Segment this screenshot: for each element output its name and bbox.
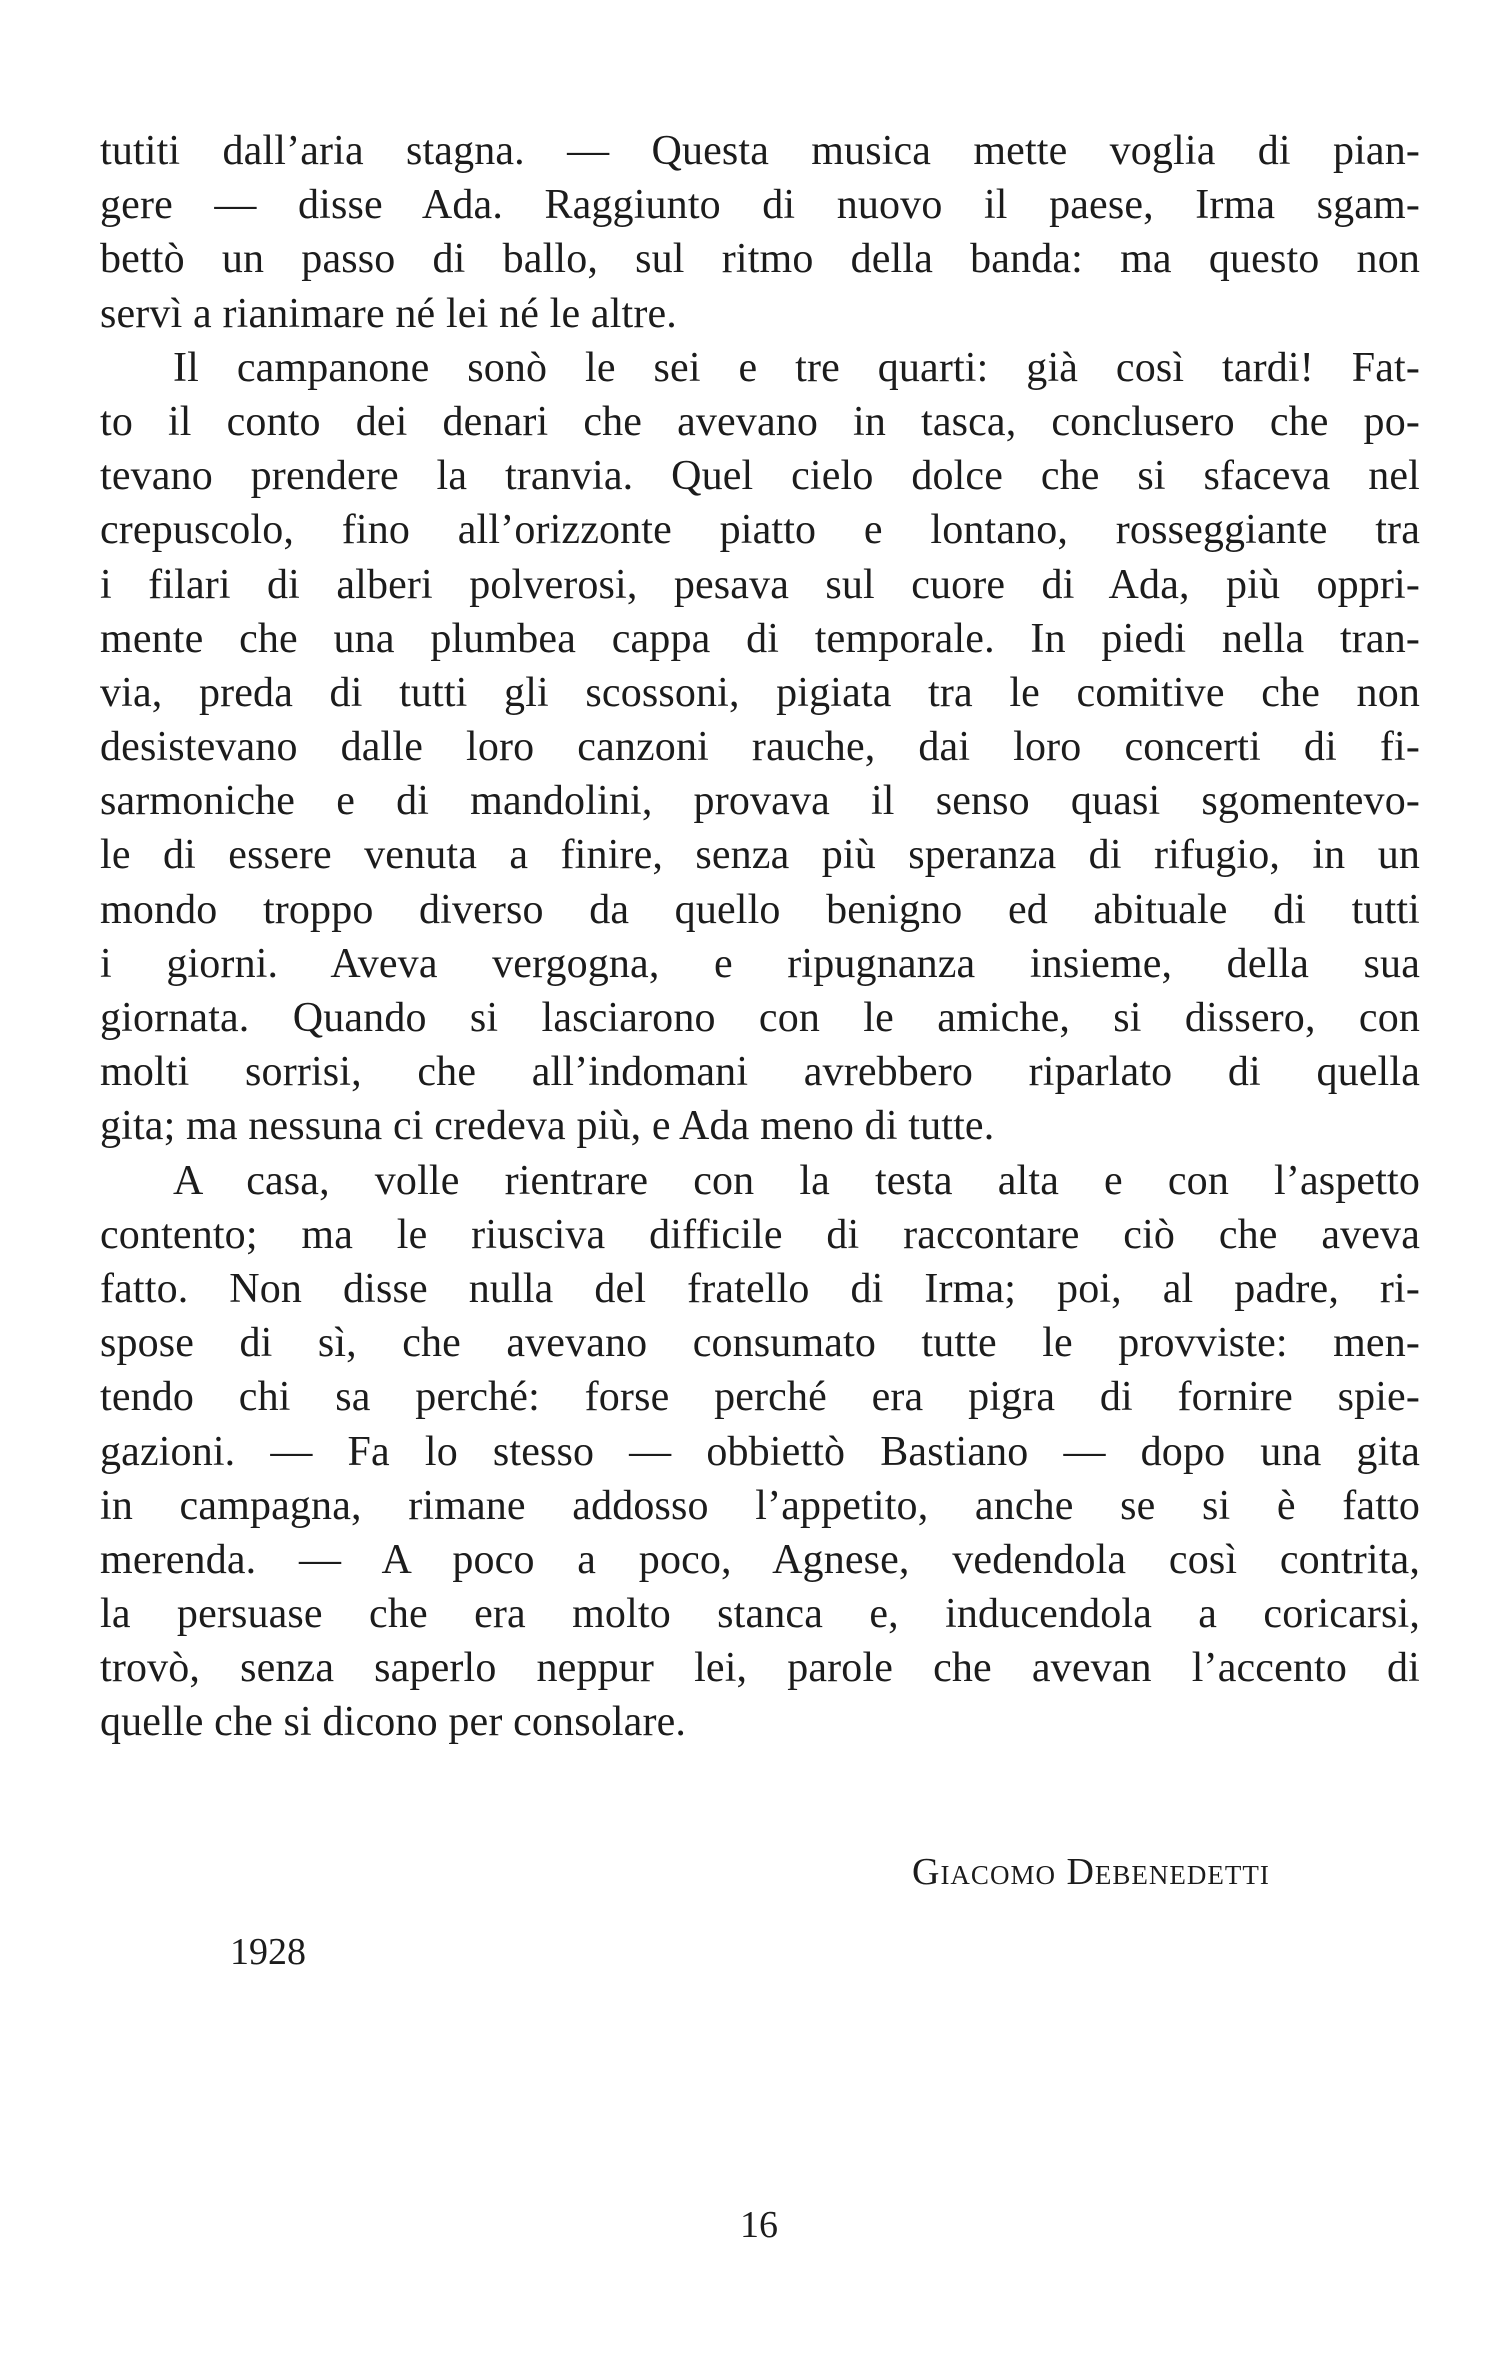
text-line: molti sorrisi, che all’indomani avrebbero riparlato di quella xyxy=(100,1049,1420,1096)
text-line: spose di sì, che avevano consumato tutte le provviste: men- xyxy=(100,1320,1420,1367)
text-line: A casa, volle rientrare con la testa alta e con l’aspetto xyxy=(173,1157,1420,1204)
text-line: i giorni. Aveva vergogna, e ripugnanza insieme, della sua xyxy=(100,940,1420,987)
year: 1928 xyxy=(230,1931,306,1973)
text-line: mondo troppo diverso da quello benigno ed abituale di tutti xyxy=(100,886,1420,933)
text-line: i filari di alberi polverosi, pesava sul cuore di Ada, più oppri- xyxy=(100,561,1420,608)
text-line: via, preda di tutti gli scossoni, pigiata tra le comitive che non xyxy=(100,669,1420,716)
text-line: merenda. — A poco a poco, Agnese, vedendola così contrita, xyxy=(100,1536,1420,1583)
text-line: tutiti dall’aria stagna. — Questa musica mette voglia di pian- xyxy=(100,128,1420,174)
text-line: tendo chi sa perché: forse perché era pigra di fornire spie- xyxy=(100,1374,1420,1421)
text-line: gazioni. — Fa lo stesso — obbiettò Bastiano — dopo una gita xyxy=(100,1428,1420,1475)
text-line: contento; ma le riusciva difficile di raccontare ciò che aveva xyxy=(100,1211,1420,1258)
page-number: 16 xyxy=(740,2204,778,2246)
text-line: desistevano dalle loro canzoni rauche, dai loro concerti di fi- xyxy=(100,724,1420,771)
text-line: gita; ma nessuna ci credeva più, e Ada meno di tutte. xyxy=(100,1103,995,1150)
text-line: la persuase che era molto stanca e, inducendola a coricarsi, xyxy=(100,1591,1420,1638)
text-line: bettò un passo di ballo, sul ritmo della banda: ma questo non xyxy=(100,236,1420,283)
text-line: gere — disse Ada. Raggiunto di nuovo il paese, Irma sgam- xyxy=(100,182,1420,229)
text-line: quelle che si dicono per consolare. xyxy=(100,1699,687,1746)
text-line: crepuscolo, fino all’orizzonte piatto e lontano, rosseggiante tra xyxy=(100,507,1420,554)
body-text xyxy=(100,124,1420,1750)
text-line: in campagna, rimane addosso l’appetito, anche se si è fatto xyxy=(100,1482,1420,1529)
text-line: to il conto dei denari che avevano in tasca, conclusero che po- xyxy=(100,398,1420,445)
text-line: sarmoniche e di mandolini, provava il senso quasi sgomentevo- xyxy=(100,778,1420,825)
text-line: tevano prendere la tranvia. Quel cielo dolce che si sfaceva nel xyxy=(100,453,1420,500)
author-signature: Giacomo Debenedetti xyxy=(912,1851,1270,1893)
text-line: servì a rianimare né lei né le altre. xyxy=(100,290,677,337)
text-line: Il campanone sonò le sei e tre quarti: già così tardi! Fat- xyxy=(173,344,1420,391)
text-line: le di essere venuta a finire, senza più speranza di rifugio, in un xyxy=(100,832,1420,879)
text-line: mente che una plumbea cappa di temporale. In piedi nella tran- xyxy=(100,615,1420,662)
text-line: fatto. Non disse nulla del fratello di Irma; poi, al padre, ri- xyxy=(100,1265,1420,1312)
text-line: giornata. Quando si lasciarono con le amiche, si dissero, con xyxy=(100,995,1420,1041)
text-line: trovò, senza saperlo neppur lei, parole che avevan l’accento di xyxy=(100,1645,1420,1692)
